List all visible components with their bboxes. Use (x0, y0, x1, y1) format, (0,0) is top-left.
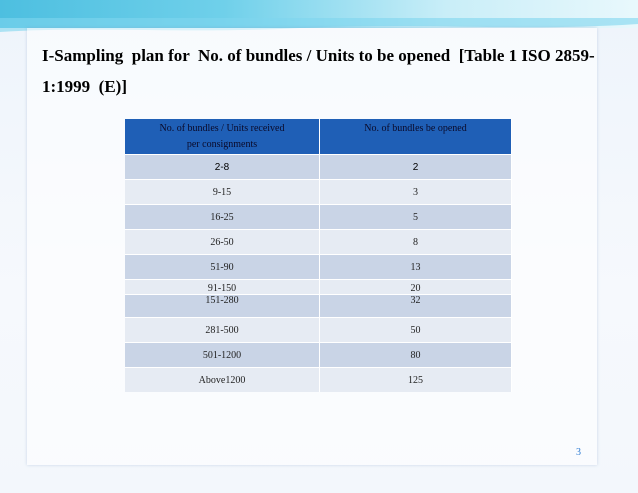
table-row (125, 318, 512, 343)
header-opened: No. of bundles be opened (320, 119, 512, 155)
slide-title: I-Sampling plan for No. of bundles / Units to be opened [Table 1 ISO 2859-1:1999 (E)] (42, 46, 595, 96)
cell-opened: 5 (320, 205, 512, 230)
cell-opened: 20 (320, 280, 512, 295)
cell-opened: 50 (320, 318, 512, 343)
cell-received: 16-25 (125, 205, 320, 230)
cell-received: 91-150 (125, 280, 320, 295)
header-received-line1: No. of bundles / Units received (159, 123, 285, 134)
table-header-row (125, 119, 512, 155)
cell-received: 26-50 (125, 230, 320, 255)
table-row (125, 343, 512, 368)
cell-opened: 2 (320, 155, 512, 180)
cell-received: 51-90 (125, 255, 320, 280)
cell-opened: 32 (320, 295, 512, 318)
table-row (125, 280, 512, 295)
table-row (125, 205, 512, 230)
cell-opened: 80 (320, 343, 512, 368)
cell-received: 501-1200 (125, 343, 320, 368)
page-number: 3 (576, 447, 581, 458)
sampling-plan-table (125, 119, 512, 392)
table-row (125, 180, 512, 205)
cell-received: 2-8 (125, 155, 320, 180)
cell-received: 151-280 (125, 295, 320, 318)
cell-opened: 3 (320, 180, 512, 205)
cell-opened: 13 (320, 255, 512, 280)
table-row (125, 368, 512, 393)
cell-received: Above1200 (125, 368, 320, 393)
cell-received: 9-15 (125, 180, 320, 205)
table-row (125, 155, 512, 180)
header-received-line2: per consignments (186, 139, 258, 150)
header-received (125, 119, 320, 155)
table-row (125, 230, 512, 255)
table-row (125, 295, 512, 318)
table-row (125, 255, 512, 280)
cell-opened: 125 (320, 368, 512, 393)
cell-received: 281-500 (125, 318, 320, 343)
cell-opened: 8 (320, 230, 512, 255)
